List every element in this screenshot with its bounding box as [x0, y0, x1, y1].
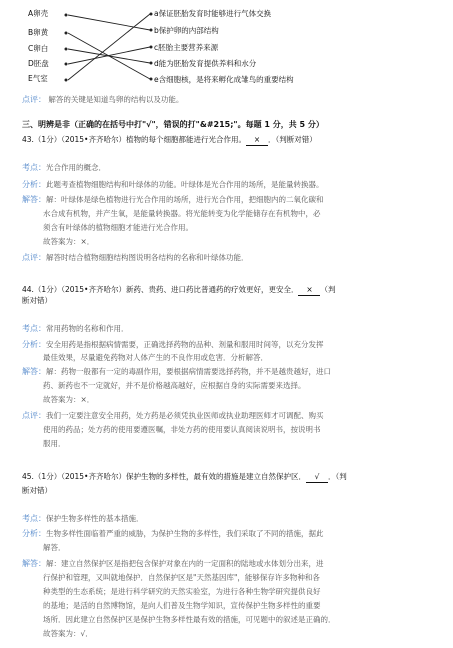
q44-fenxi-tag: 分析： — [22, 340, 46, 349]
q43-kaodian-tag: 考点： — [22, 163, 46, 172]
match-right-d: d能为胚胎发育提供养料和水分 — [154, 59, 257, 68]
q45-fenxi-line: 生物多样性面临着严重的威胁，为保护生物的多样性，我们采取了不同的措施，据此 — [46, 529, 324, 538]
q43-answer: × — [246, 135, 268, 146]
q43-jieda-line: 解：叶绿体是绿色植物进行光合作用的场所，进行光合作用，把细胞内的二氧化碳和 — [46, 195, 324, 204]
q45-kaodian: 保护生物多样性的基本措施． — [46, 514, 144, 523]
q44-pingjia-line: 我们一定要注意安全用药，处方药是必须凭执业医师或执业助理医师才可调配、购买 — [46, 411, 324, 420]
matching-lines — [0, 0, 453, 100]
q43-fenxi-tag: 分析： — [22, 180, 46, 189]
q44-jieda-tag: 解答： — [22, 367, 46, 376]
q44-suffix: （判 — [320, 285, 336, 294]
matching-comment: 解答的关键是知道鸟卵的结构以及功能。 — [48, 95, 184, 104]
q45-fenxi-tag: 分析： — [22, 529, 46, 538]
q45-jieda-line: 故答案为：√． — [43, 629, 93, 638]
match-left-A: A卵壳 — [28, 9, 49, 18]
q44-jieda-line: 药、新药也不一定就好，并不是价格越高越好，应根据自身的实际需要来选择。 — [43, 381, 306, 390]
match-left-D: D胚盘 — [28, 59, 49, 68]
q44-jieda-line: 故答案为：×． — [43, 395, 95, 404]
q43-jieda-line: 故答案为：×． — [43, 237, 95, 246]
q45-fenxi-line: 解答． — [43, 543, 66, 552]
q44-fenxi-line: 最佳效果，尽量避免药物对人体产生的不良作用或危害．分析解答． — [43, 353, 268, 362]
q43-jieda-line: 水合成有机物，并产生氧，是能量转换器。将光能转变为化学能储存在有机物中，必 — [43, 209, 321, 218]
match-right-b: b保护卵的内部结构 — [154, 26, 219, 35]
comment-tag: 点评： — [22, 95, 46, 104]
q45-jieda-line: 种类型的生态系统；是进行科学研究的天然实验室，为进行各种生物学研究提供良好 — [43, 587, 321, 596]
q43-suffix: ．（判断对错） — [267, 135, 317, 144]
q45-jieda-line: 解：建立自然保护区是指把包含保护对象在内的一定面积的陆地或水体划分出来，进 — [46, 559, 324, 568]
q45-kaodian-tag: 考点： — [22, 514, 46, 523]
q43-jieda-line: 须含有叶绿体的植物细胞才能进行光合作用。 — [43, 223, 193, 232]
section-title: 三、明辨是非（正确的在括号中打"√"，错误的打"&#215;"。每题 1 分，共 5 分） — [22, 120, 324, 129]
q44-stem: 44.（1分）（2015•齐齐哈尔）新药、贵药、进口药比普通药的疗效更好，更安全． — [22, 285, 299, 294]
q43-stem: 43.（1分）（2015•齐齐哈尔）植物的每个细胞都能进行光合作用。 — [22, 135, 246, 144]
q45-suffix: ．（判 — [327, 472, 347, 481]
q44-pingjia-line: 服用． — [43, 439, 66, 448]
q43-pingjia-tag: 点评： — [22, 253, 46, 262]
match-right-c: c胚胎主要营养来源 — [154, 43, 219, 52]
q43-fenxi-line: 此题考查植物细胞结构和叶绿体的功能。叶绿体是光合作用的场所，是能量转换器。 — [46, 180, 324, 189]
match-right-a: a保证胚胎发育时能够进行气体交换 — [154, 9, 272, 18]
match-left-E: E气室 — [28, 74, 48, 83]
q44-kaodian: 常用药物的名称和作用． — [46, 324, 129, 333]
q45-jieda-line: 的基地；是活的自然博物馆，是向人们普及生物学知识，宣传保护生物多样性的重要 — [43, 601, 321, 610]
q44-pingjia-tag: 点评： — [22, 411, 46, 420]
match-right-e: e含细胞核，是将来孵化成雏鸟的重要结构 — [154, 75, 294, 84]
match-left-B: B卵黄 — [28, 28, 49, 37]
q44-suffix2: 断对错） — [22, 296, 52, 305]
q45-suffix2: 断对错） — [22, 486, 52, 495]
q44-kaodian-tag: 考点： — [22, 324, 46, 333]
q44-jieda-line: 解：药物一般都有一定的毒副作用，要根据病情需要选择药物，并不是越贵越好，进口 — [46, 367, 331, 376]
q44-pingjia-line: 使用的药品；处方药的使用要遵医嘱，非处方药的使用要认真阅读说明书，按说明书 — [43, 425, 321, 434]
q45-jieda-line: 场所．因此建立自然保护区是保护生物多样性最有效的措施，可见题中的叙述是正确的． — [43, 615, 336, 624]
q43-pingjia: 解答时结合植物细胞结构图说明各结构的名称和叶绿体功能． — [46, 253, 249, 262]
q44-answer: × — [298, 285, 320, 296]
match-left-C: C卵白 — [28, 44, 49, 53]
q43-jieda-tag: 解答： — [22, 195, 46, 204]
q45-answer: √ — [306, 472, 328, 483]
q45-jieda-line: 行保护和管理，又叫就地保护．自然保护区是"天然基因库"，能够保存许多物种和各 — [43, 573, 320, 582]
q45-jieda-tag: 解答： — [22, 559, 46, 568]
q43-kaodian: 光合作用的概念． — [46, 163, 106, 172]
q45-stem: 45.（1分）（2015•齐齐哈尔）保护生物的多样性，最有效的措施是建立自然保护区． — [22, 472, 306, 481]
q44-fenxi-line: 安全用药是指根据病情需要，正确选择药物的品种、剂量和服用时间等，以充分发挥 — [46, 340, 324, 349]
